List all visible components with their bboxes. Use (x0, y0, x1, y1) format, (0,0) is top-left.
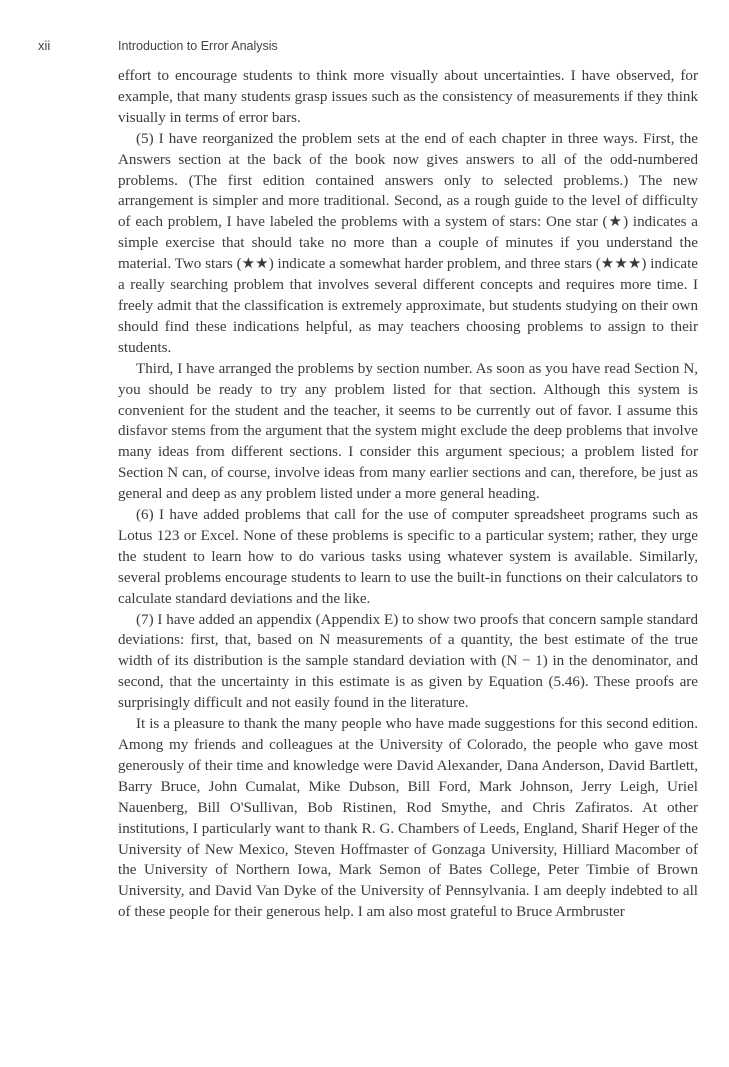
body-text (118, 66, 698, 923)
paragraph-item-5: (5) I have reorganized the problem sets at the end of each chapter in three ways. First, the Answers section at the back of the book now gives answers to all of the odd-numbered problems. (The first edition contained answers only to selected problems.) The new arrangement is simpler and more traditional. Second, as a rough guide to the level of difficulty of each problem, I have labeled the problems with a system of stars: One star (★) indicates a simple exercise that should take no more than a couple of minutes if you understand the material. Two stars (★★) indicate a somewhat harder problem, and three stars (★★★) indicate a really searching problem that involves several different concepts and requires more time. I freely admit that the classification is extremely approximate, but students studying on their own should find these indications helpful, as may teachers choosing problems to assign to their students. (118, 130, 698, 356)
running-title: Introduction to Error Analysis (118, 39, 278, 53)
paragraph-acknowledgments: It is a pleasure to thank the many people who have made suggestions for this second edition. Among my friends and colleagues at the University of Colorado, the people who gave most generously of their time and knowledge were David Alexander, Dana Anderson, David Bartlett, Barry Bruce, John Cumalat, Mike Dubson, Bill Ford, Mark Johnson, Jerry Leigh, Uriel Nauenberg, Bill O'Sullivan, Bob Ristinen, Rod Smythe, and Chris Zafiratos. At other institutions, I particularly want to thank R. G. Chambers of Leeds, England, Sharif Heger of the University of New Mexico, Steven Hoffmaster of Gonzaga University, Hilliard Macomber of the University of Northern Iowa, Mark Semon of Bates College, Peter Timbie of Brown University, and David Van Dyke of the University of Pennsylvania. I am deeply indebted to all of these people for their generous help. I am also most grateful to Bruce Armbruster (118, 716, 698, 921)
paragraph-item-7: (7) I have added an appendix (Appendix E) to show two proofs that concern sample standard deviations: first, that, based on N measurements of a quantity, the best estimate of the true width of its distribution is the sample standard deviation with (N − 1) in the denominator, and second, that the uncertainty in this estimate is as given by Equation (5.46). These proofs are surprisingly difficult and not easily found in the literature. (118, 611, 698, 712)
page-number: xii (38, 38, 51, 53)
paragraph-continued: effort to encourage students to think more visually about uncertainties. I have observed, for example, that many students grasp issues such as the consistency of measurements if they think visually in terms of error bars. (118, 68, 698, 126)
paragraph-third: Third, I have arranged the problems by section number. As soon as you have read Section N, you should be ready to try any problem listed for that section. Although this system is convenient for the student and the teacher, it seems to be currently out of favor. I assume this disfavor stems from the argument that the system might exclude the deep problems that involve many ideas from different sections. I consider this argument specious; a problem listed for Section N can, of course, involve ideas from many earlier sections and can, therefore, be just as general and deep as any problem listed under a more general heading. (118, 360, 698, 503)
running-head (38, 38, 278, 53)
paragraph-item-6: (6) I have added problems that call for the use of computer spreadsheet programs such as Lotus 123 or Excel. None of these problems is specific to a particular system; rather, they urge the student to learn how to do various tasks using whatever system is available. Similarly, several problems encourage students to learn to use the built-in functions on their calculators to calculate standard deviations and the like. (118, 507, 698, 607)
